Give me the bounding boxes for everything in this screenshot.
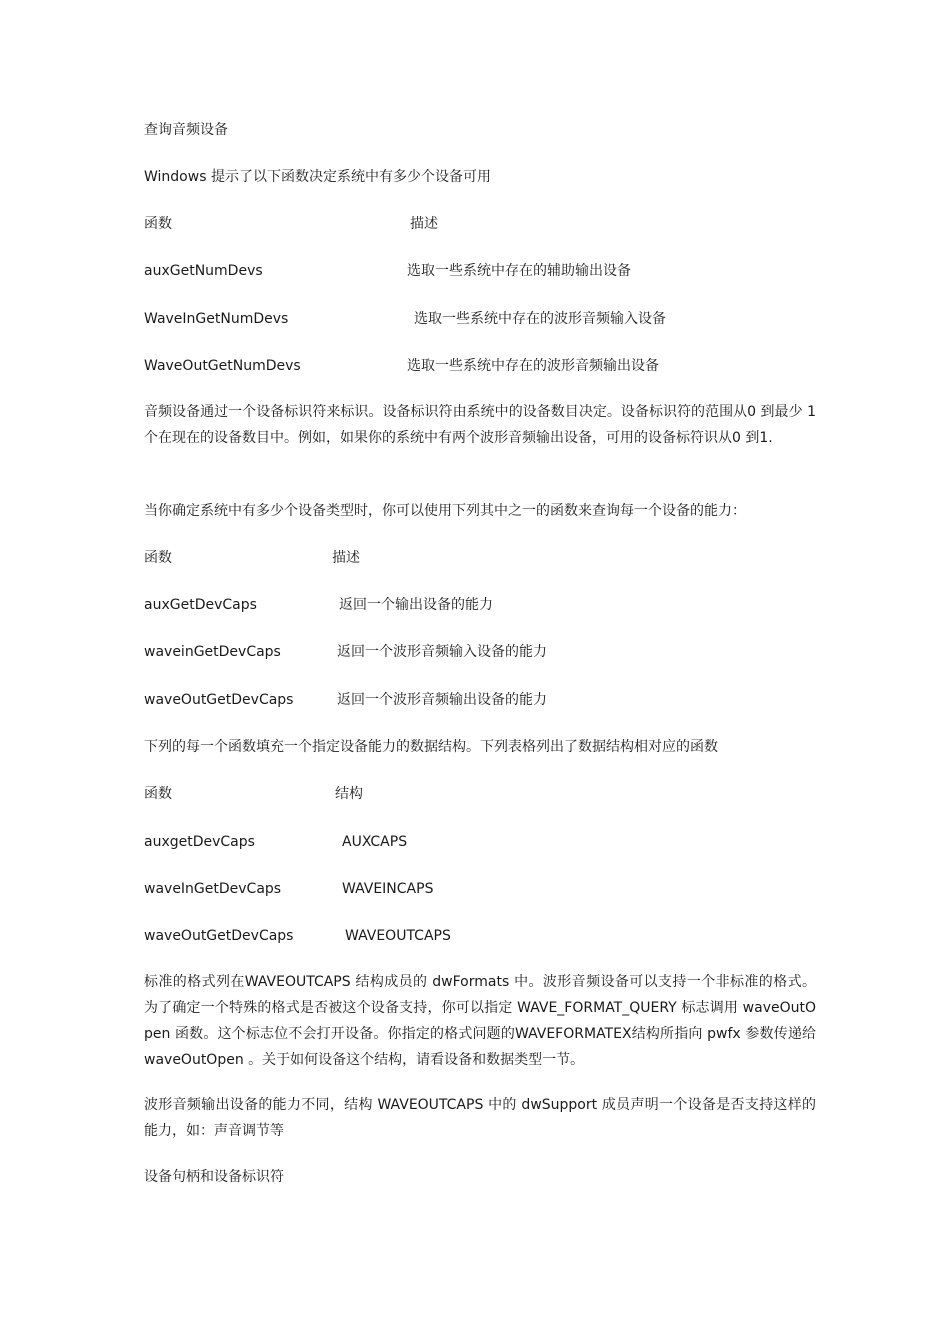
paragraph-query-capabilities: 当你确定系统中有多少个设备类型时，你可以使用下列其中之一的函数来查询每一个设备的能力： [144,503,746,519]
table1-row-description: 选取一些系统中存在的波形音频输出设备 [407,358,659,374]
paragraph-data-structures: 下列的每一个函数填充一个指定设备能力的数据结构。下列表格列出了数据结构相对应的函数 [144,739,718,755]
table2-row-function: waveinGetDevCaps [144,644,281,660]
paragraph-device-identifier: 音频设备通过一个设备标识符来标识。设备标识符由系统中的设备数目决定。设备标识符的范围从0 到最少 1 个在现在的设备数目中。例如，如果你的系统中有两个波形音频输出设备，可用的设备标符识从0 到1. [144,404,816,446]
table2-row-description: 返回一个输出设备的能力 [339,597,493,613]
table2-header-description: 描述 [332,550,360,566]
table2-row-function: waveOutGetDevCaps [144,692,294,708]
intro-text: Windows 提示了以下函数决定系统中有多少个设备可用 [144,169,491,185]
table1-header-description: 描述 [410,216,438,232]
paragraph-wave-formats: 标准的格式列在WAVEOUTCAPS 结构成员的 dwFormats 中。波形音频设备可以支持一个非标准的格式。为了确定一个特殊的格式是否被这个设备支持，你可以指定 WAVE_FORMAT_QUERY 标志调用 waveOutOpen 函数。这个标志位不会打开设备。你指定的格式问题的WAVEFORMATEX结构所指向 pwfx 参数传递给 waveOutOpen 。关于如何设备这个结构，请看设备和数据类型一节。 [144,974,816,1068]
table2-header-function: 函数 [144,550,172,566]
table3-row-function: auxgetDevCaps [144,834,255,850]
table1-row-function: WaveOutGetNumDevs [144,358,301,374]
table2-row-description: 返回一个波形音频输出设备的能力 [337,692,547,708]
table3-row-structure: WAVEINCAPS [342,881,434,897]
table1-row-function: WaveInGetNumDevs [144,311,289,327]
table3-header-function: 函数 [144,786,172,802]
table3-row-function: waveOutGetDevCaps [144,928,294,944]
table3-row-structure: WAVEOUTCAPS [345,928,451,944]
table1-row-description: 选取一些系统中存在的辅助输出设备 [407,263,631,279]
section-heading: 设备句柄和设备标识符 [144,1169,284,1185]
table1-row-description: 选取一些系统中存在的波形音频输入设备 [414,311,666,327]
table2-row-description: 返回一个波形音频输入设备的能力 [337,644,547,660]
table2-row-function: auxGetDevCaps [144,597,257,613]
table3-header-structure: 结构 [335,786,363,802]
paragraph-dwsupport: 波形音频输出设备的能力不同，结构 WAVEOUTCAPS 中的 dwSupport 成员声明一个设备是否支持这样的能力，如：声音调节等 [144,1097,816,1139]
table3-row-structure: AUXCAPS [342,834,408,850]
page-title: 查询音频设备 [144,122,228,138]
table1-header-function: 函数 [144,216,172,232]
table1-row-function: auxGetNumDevs [144,263,263,279]
table3-row-function: waveInGetDevCaps [144,881,282,897]
